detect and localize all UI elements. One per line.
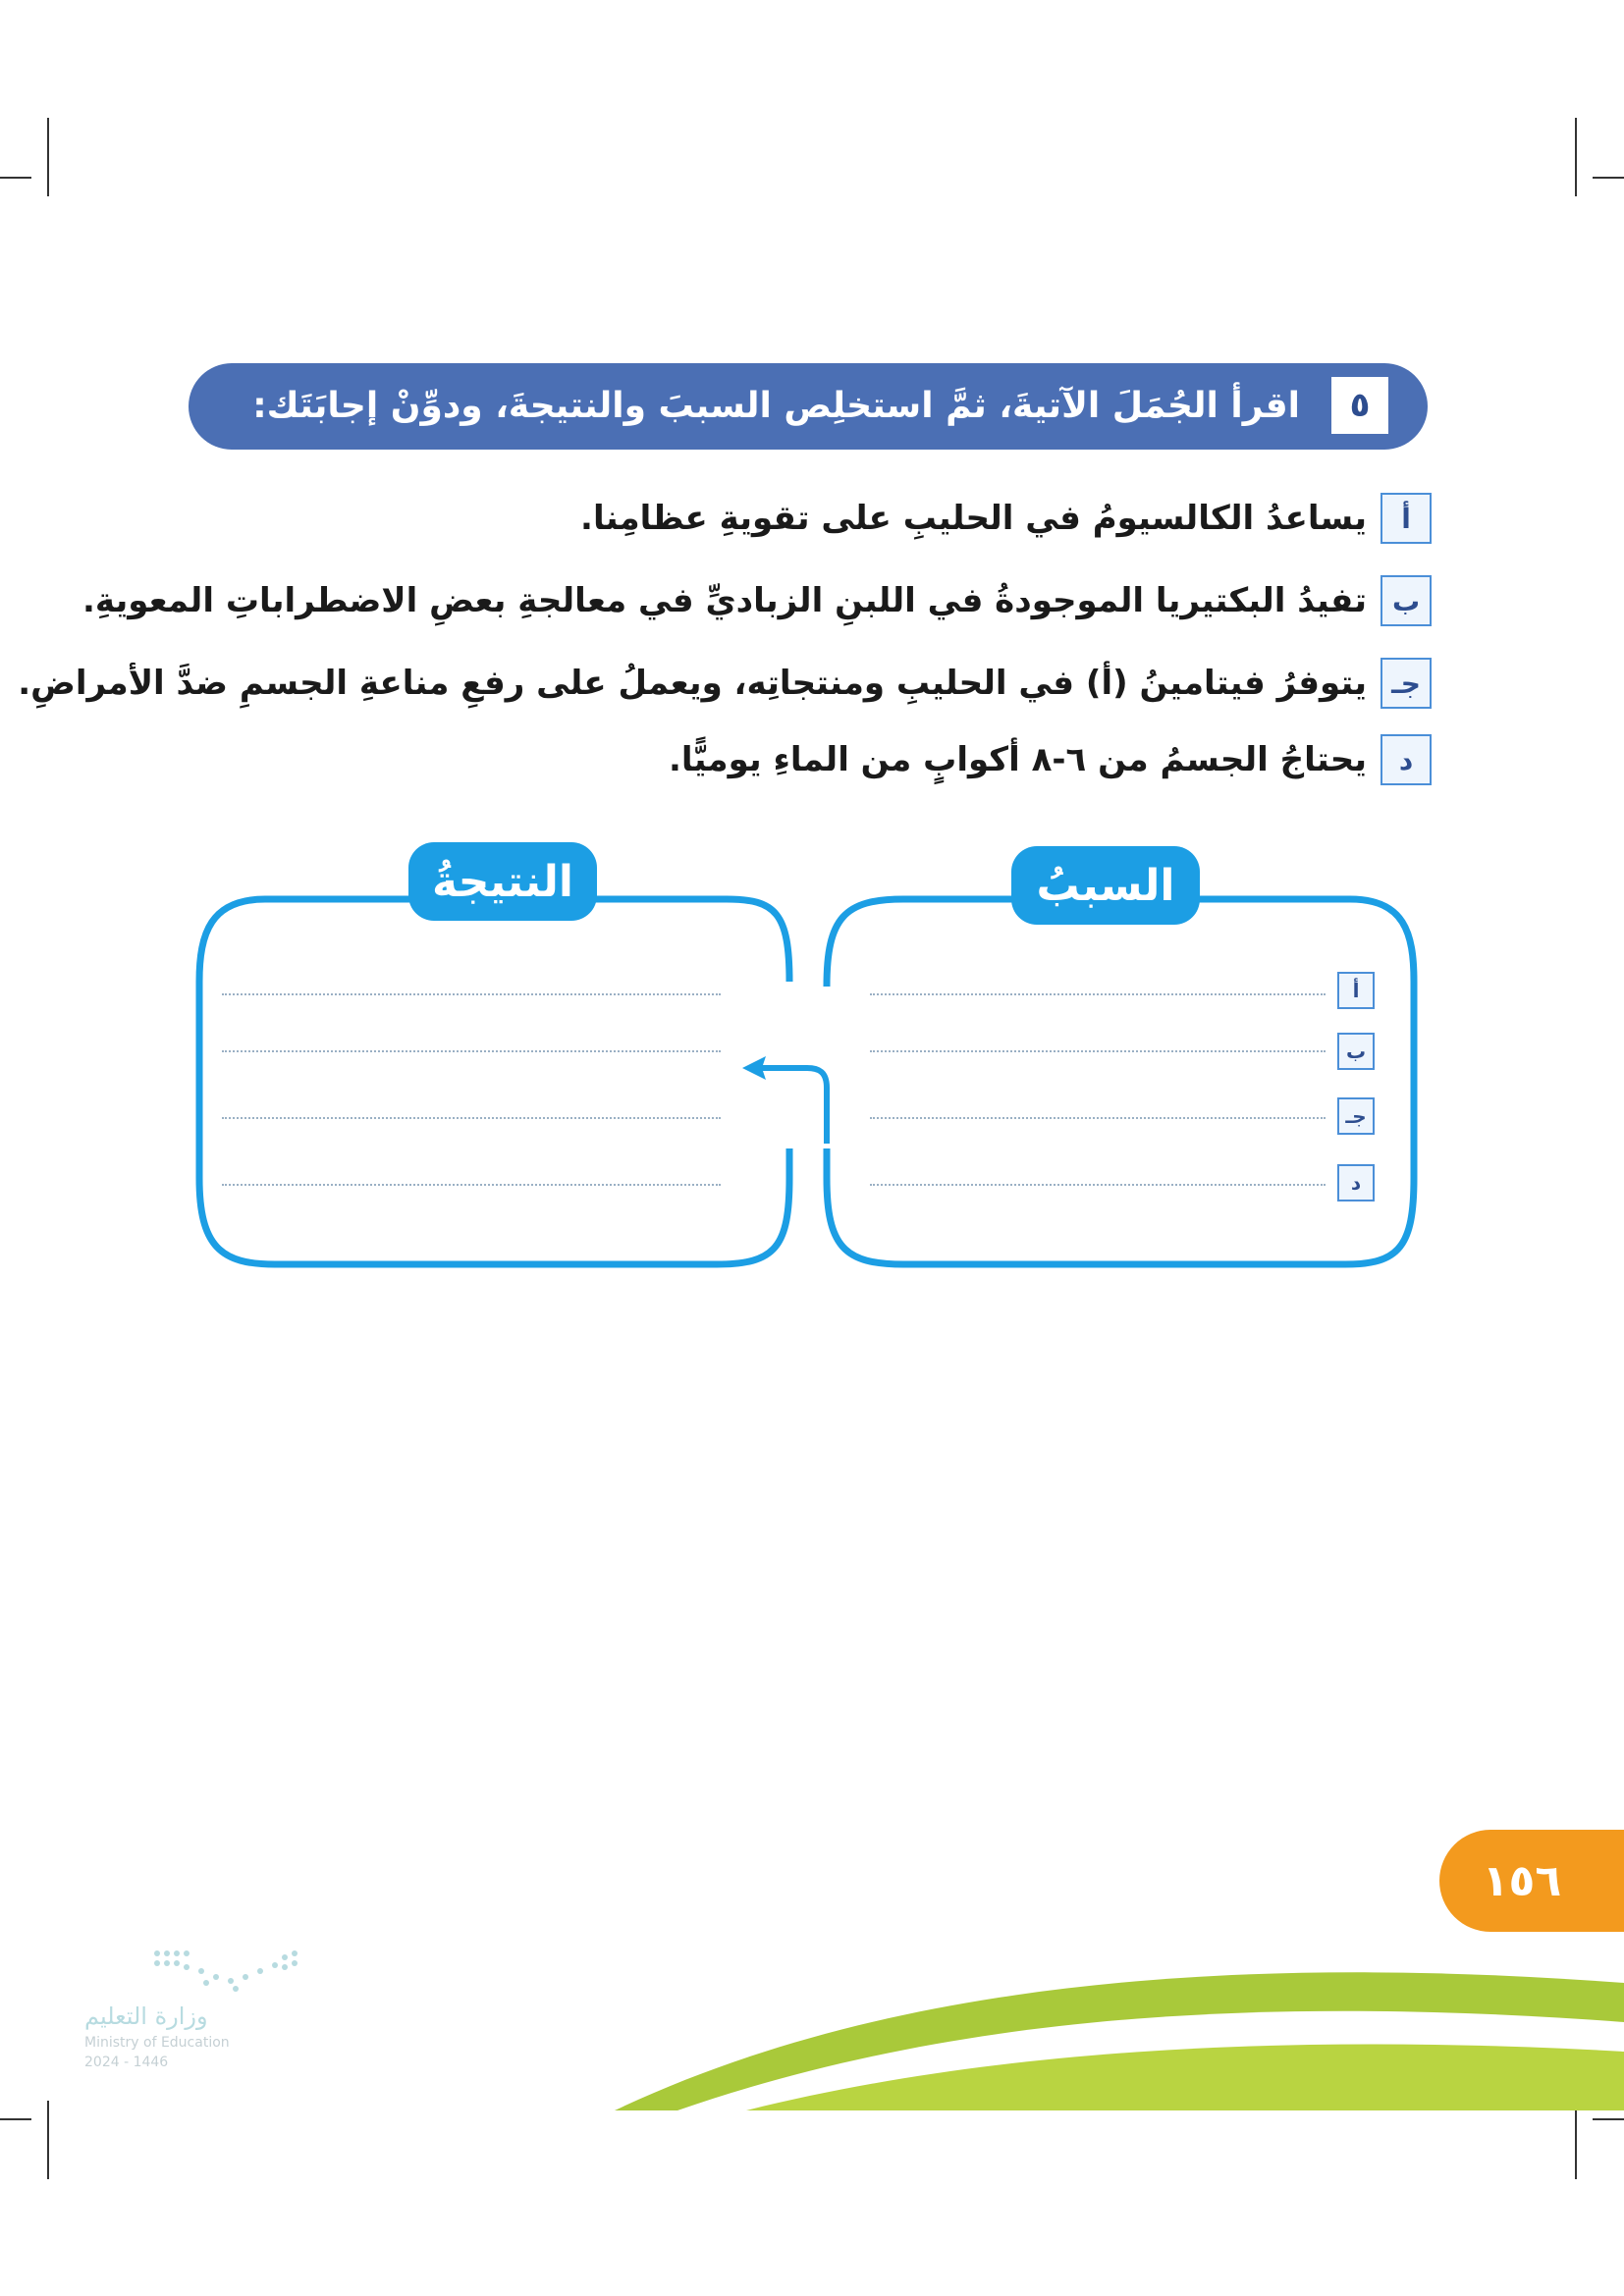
answer-line-result[interactable] [222,993,721,995]
answer-line-cause[interactable] [870,1117,1326,1119]
exercise-number: ٥ [1331,377,1388,434]
row-letter-box: ب [1337,1033,1375,1070]
answer-line-result[interactable] [222,1050,721,1052]
cause-panel-border [827,899,1414,1264]
arrow-connector [758,1068,827,1144]
sentence-text: يتوفرُ فيتامينُ (أ) في الحليبِ ومنتجاتِه، ويعملُ على رفعِ مناعةِ الجسمِ ضدَّ الأمراضِ. [18,664,1367,703]
sentence-letter: د [1380,734,1432,785]
row-letter-box: أ [1337,972,1375,1009]
instruction-text: اقرأ الجُمَلَ الآتيةَ، ثمَّ استخلِص السببَ والنتيجةَ، ودوِّنْ إجابَتَك: [252,386,1300,426]
page-number: ١٥٦ [1439,1830,1624,1932]
result-label: النتيجةُ [408,842,597,921]
ministry-name-ar: وزارة التعليم [84,2002,208,2030]
sentence-text: تفيدُ البكتيريا الموجودةُ في اللبنِ الزباديِّ في معالجةِ بعضِ الاضطراباتِ المعويةِ. [81,581,1367,620]
row-letter-box: جـ [1337,1097,1375,1135]
answer-line-result[interactable] [222,1184,721,1186]
answer-line-cause[interactable] [870,1184,1326,1186]
answer-line-result[interactable] [222,1117,721,1119]
sentence-text: يحتاجُ الجسمُ من ٦-٨ أكوابٍ من الماءِ يوميًّا. [668,740,1367,779]
sentence-letter: جـ [1380,658,1432,709]
cause-label: السببُ [1011,846,1200,925]
row-letter-box: د [1337,1164,1375,1201]
ministry-logo-icon [147,1946,304,1997]
sentence-text: يساعدُ الكالسيومُ في الحليبِ على تقويةِ عظامِنا. [580,499,1367,538]
sentence-letter: ب [1380,575,1432,626]
ministry-name-en: Ministry of Education [84,2035,230,2051]
answer-line-cause[interactable] [870,993,1326,995]
sentence-letter: أ [1380,493,1432,544]
answer-line-cause[interactable] [870,1050,1326,1052]
ministry-year: 2024 - 1446 [84,2055,169,2070]
result-panel-border [199,899,789,1264]
